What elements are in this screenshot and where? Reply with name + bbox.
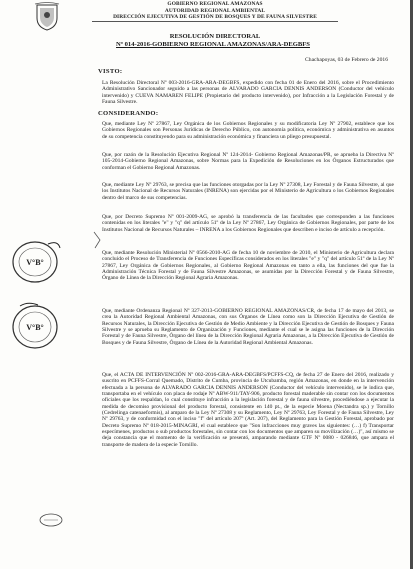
document-header — [90, 1, 340, 21]
paragraph-2: Que, mediante Ley Nº 27867, Ley Orgánica de los Gobiernos Regionales y su modificatoria Ley Nº 27902, establece que los Gobiernos Regionales son Personas Jurídicas de Derecho Público, con autonomía política, económica y administrativa en asuntos de su competencia constituyendo para su administración económica y financiera un pliego presupuestal. — [102, 121, 394, 140]
resolution-number-text: Nº 014-2016-GOBIERNO REGIONAL AMAZONAS/ARA-DEGBFS — [116, 41, 310, 48]
paragraph-5: Que, por Decreto Supremo Nº 001-2009-AG, se aprobó la transferencia de las facultades que corresponden a las funciones contenidas en los literales "e" y "q" del artículo 51º de la Ley Nº 27867, Ley Orgánica de Gobiernos Regionales, por parte de los Institutos Nacional de Recursos Naturales – INRENA a los Gobiernos Regionales que describen e inciso de artículo a recepción. — [102, 214, 394, 233]
vobo-stamp-2 — [8, 302, 62, 352]
resolution-number — [88, 41, 338, 49]
paragraph-7: Que, mediante Ordenanza Regional Nº 327-2013-GOBIERNO REGIONAL AMAZONAS/CR, de fecha 17 de mayo del 2013, se crea la Autoridad Regional Ambiental Amazonas, con sus Órganos de Línea como son la Dirección Ejecutiva de Gestión de Recursos Naturales, la Dirección Ejecutiva de Gestión de Medio Ambiente y la Dirección Ejecutiva de Gestión de Bosques y Fauna Silvestre y se aprueba su Reglamento de Organización y Funciones, mediante el cual se le asigna las funciones de la Dirección Forestal y de Fauna Silvestre, Órgano del línea de la Dirección Regional Agraria Amazonas, a la Dirección Ejecutiva de Gestión de Bosques y de Fauna Silvestre, Órgano de Línea de la Autoridad Regional Ambiental Amazonas. — [102, 308, 394, 346]
paragraph-6: Que, mediante Resolución Ministerial Nº 0566-2010-AG de fecha 10 de noviembre de 2010, el Ministerio de Agricultura declara concluido el Proceso de Transferencia de Funciones Específicas considerados en los literales "e" y "q" del artículo 51º de la Ley Nº 27867, Ley Orgánica de Gobiernos Regionales, al Gobierno Regional Amazonas en tanto a ella, las funciones del que fue la Administración Técnica Forestal y de Fauna Silvestre Amazonas, se asumidas por la Dirección Forestal y de Fauna Silvestre, Órgano de Línea de la Dirección Regional Agraria Amazonas. — [102, 250, 394, 282]
small-stamp-mark — [38, 512, 64, 528]
header-line-2: AUTORIDAD REGIONAL AMBIENTAL — [164, 7, 266, 14]
section-considerando: CONSIDERANDO: — [98, 110, 159, 117]
paragraph-1: La Resolución Directoral Nº 003-2016-GRA-ARA-DEGBFS, expedido con fecha 01 de Enero del 2016, sobre el Procedimiento Administrativo Sancionador seguido a las personas de ALVARADO GARCIA DENNIS ANDERSON (Conductor del vehículo intervenido) y CUEVA NAMAREN FELIPE (Propietario del producto intervenido), por Infracción a la Legislación Forestal y de Fauna Silvestre. — [102, 80, 394, 106]
coat-of-arms-icon — [34, 2, 60, 32]
vobo-stamp-1 — [8, 238, 62, 286]
header-line-3: DIRECCIÓN EJECUTIVA DE GESTIÓN DE BOSQUES Y DE FAUNA SILVESTRE — [113, 14, 317, 21]
header-line-1: GOBIERNO REGIONAL AMAZONAS — [167, 1, 263, 7]
paragraph-4: Que, mediante Ley Nº 29763, se precisa que las funciones otorgadas por la Ley Nº 27308, Ley Forestal y de Fauna Silvestre, al que los Institutos Nacional de Recursos Naturales (INRENA) son ejercidas por el Ministerio de Agricultura o los Gobiernos Regionales dentro del marco de sus competencias. — [102, 182, 394, 201]
paragraph-3: Que, por razón de la Resolución Ejecutiva Regional Nº 124-2014- Gobierno Regional Amazonas/PR, se aprueba la Directiva Nº 105-2014-Gobierno Regional Amazonas, sobre Normas para la Expedición de Resoluciones en los Órganos Estructurados que conforman el Gobierno Regional Amazonas. — [102, 152, 394, 171]
header-rule — [92, 21, 338, 22]
paragraph-8: Que, el ACTA DE INTERVENCIÓN Nº 002-2016-GRA-ARA-DEGBFS/PCFFS-CQ, de fecha 27 de Enero del 2016, realizado y suscrito en PCFFS-Corral Quemado, Distrito de Cumba, provincia de Utcubamba, región Amazonas, en donde en la intervención efectuada a la persona de ALVARADO GARCIA DENNIS ANDERSON (Conductor del vehículo intervenido), se le indica que, transportaba en el vehículo con placa de rodaje Nº ABW-911/TAY-906, producto forestal maderable sin contar con los documentos oficiales que los respaldan, lo cual constituye infracción a la legislación forestal y de fauna silvestre, procediéndose a ejecutar la medida de decomiso provisional del producto forestal, consistente en 140 pt., de la especie Moena (Nectandra sp.) y Tornillo (Cedrelinga catenaeformis), al amparo de la Ley Nº 27308 y su Reglamento, Ley Nº 29763, Ley Forestal y de Fauna Silvestre, Ley Nº 29763, y de conformidad con el inciso "f" del artículo 207º (Art. 207), del Reglamento para la Gestión Forestal, aprobado por Decreto Supremo Nº 018-2015-MINAGRI, el cual establece que "Son infracciones muy graves las siguientes: (…) f) Transportar especímenes, productos o sub productos forestales, sin contar con los documentos que amparen su movilización (…)", así mismo se deja constancia que el momento de la verificación se presentó, amparando mediante GTF Nº 0080 - 026846, que ampara el transporte de madera de la especie Tornillo. — [102, 372, 394, 448]
resolution-date: Chachapoyas, 03 de Febrero de 2016 — [305, 57, 388, 63]
vobo-stamp-2-text: V°B° — [26, 323, 44, 332]
margin-tick-mark — [92, 230, 102, 250]
vobo-stamp-1-text: V°B° — [26, 258, 44, 267]
resolution-title: RESOLUCIÓN DIRECTORAL — [169, 33, 261, 40]
section-visto: VISTO: — [98, 68, 123, 75]
